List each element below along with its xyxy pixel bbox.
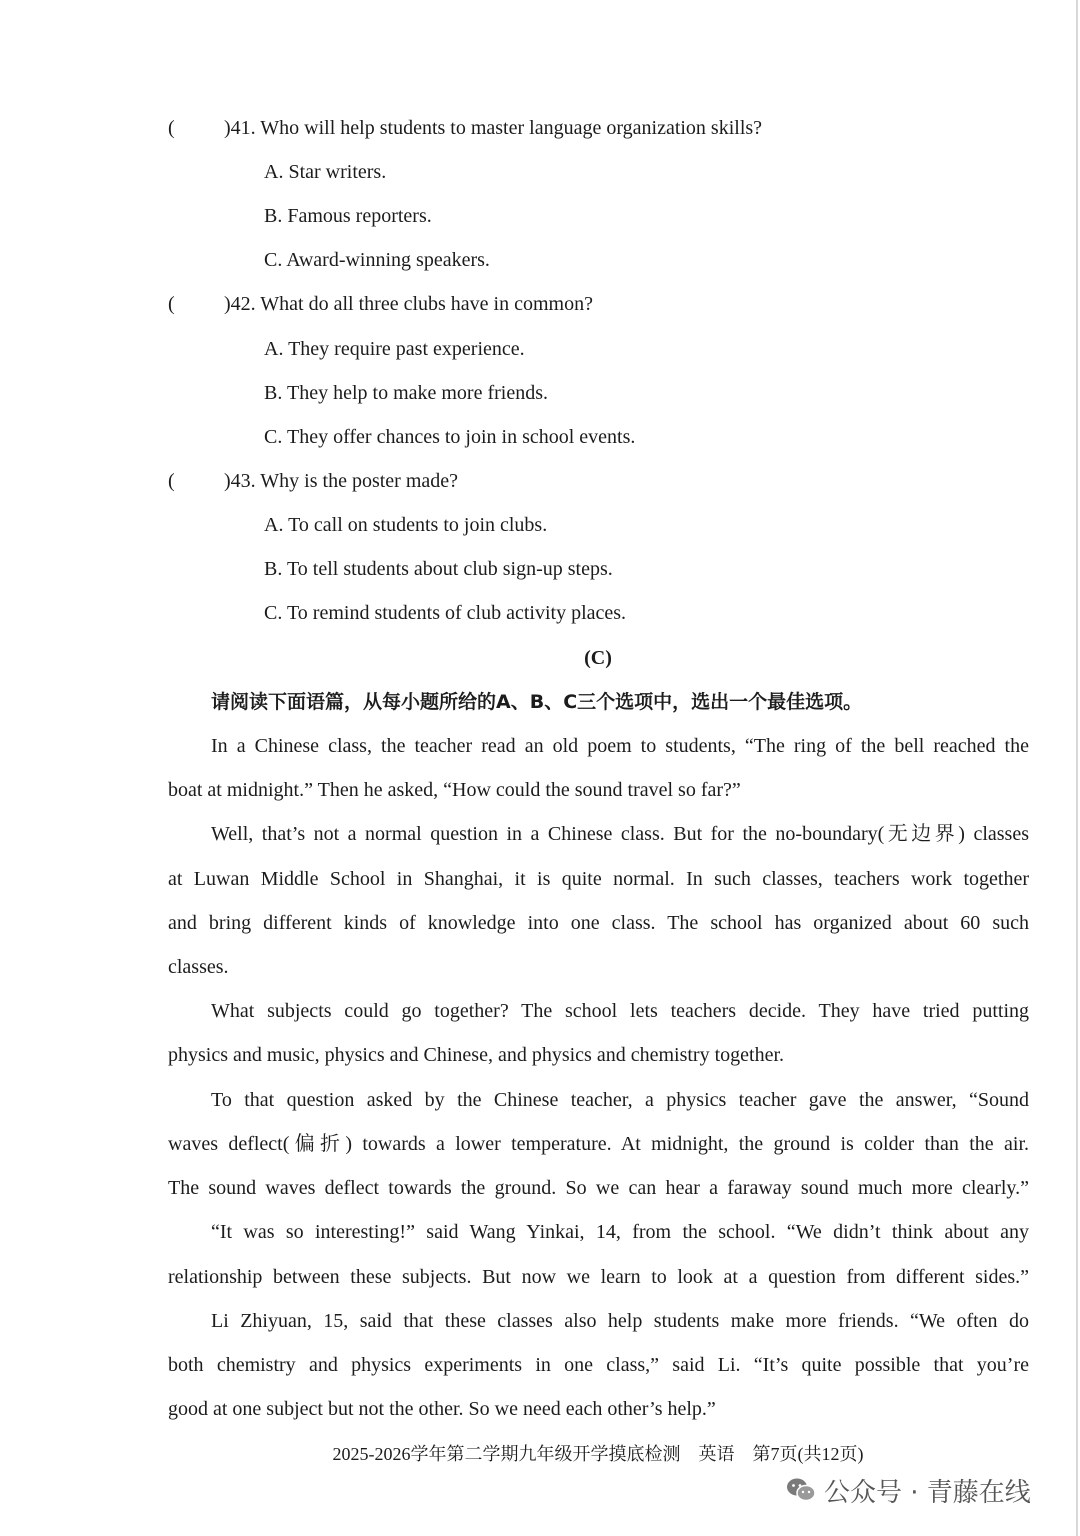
passage-line: physics and music, physics and Chinese, and physics and chemistry together. bbox=[168, 1044, 785, 1066]
question-stem: )41. Who will help students to master language organization skills? bbox=[224, 117, 763, 139]
passage-line: relationship between these subjects. But now we learn to look at a question from different sides.” bbox=[168, 1266, 1029, 1288]
passage-line: boat at midnight.” Then he asked, “How could the sound travel so far?” bbox=[168, 779, 741, 801]
question-41 bbox=[168, 115, 762, 141]
option-43-a: A. To call on students to join clubs. bbox=[264, 514, 548, 536]
answer-blank: ( bbox=[168, 117, 175, 139]
page-edge bbox=[1076, 0, 1078, 1536]
passage-line: The sound waves deflect towards the ground. So we can hear a faraway sound much more clearly.” bbox=[168, 1177, 1029, 1199]
passage-line: Li Zhiyuan, 15, said that these classes also help students make more friends. “We often do bbox=[211, 1310, 1029, 1332]
section-instruction: 请阅读下面语篇，从每小题所给的A、B、C三个选项中，选出一个最佳选项。 bbox=[211, 691, 863, 713]
option-43-c: C. To remind students of club activity places. bbox=[264, 602, 627, 624]
option-41-b: B. Famous reporters. bbox=[264, 205, 432, 227]
passage-line: Well, that’s not a normal question in a Chinese class. But for the no-boundary(无边界) classes bbox=[211, 823, 1029, 845]
option-41-a: A. Star writers. bbox=[264, 161, 387, 183]
passage-line: good at one subject but not the other. So we need each other’s help.” bbox=[168, 1398, 716, 1420]
wechat-icon bbox=[786, 1477, 816, 1503]
passage-line: and bring different kinds of knowledge into one class. The school has organized about 60 such bbox=[168, 912, 1029, 934]
question-stem: )42. What do all three clubs have in common? bbox=[224, 293, 593, 315]
passage-line: In a Chinese class, the teacher read an old poem to students, “The ring of the bell reached the bbox=[211, 735, 1029, 757]
passage-line: “It was so interesting!” said Wang Yinkai, 14, from the school. “We didn’t think about any bbox=[211, 1221, 1029, 1243]
section-label: (C) bbox=[584, 647, 612, 669]
answer-blank: ( bbox=[168, 470, 175, 492]
answer-blank: ( bbox=[168, 293, 175, 315]
passage-line: To that question asked by the Chinese teacher, a physics teacher gave the answer, “Sound bbox=[211, 1089, 1029, 1111]
watermark bbox=[786, 1470, 1031, 1510]
page-footer: 2025-2026学年第二学期九年级开学摸底检测 英语 第7页(共12页) bbox=[332, 1444, 864, 1464]
option-41-c: C. Award-winning speakers. bbox=[264, 249, 490, 271]
option-42-c: C. They offer chances to join in school events. bbox=[264, 426, 636, 448]
option-42-a: A. They require past experience. bbox=[264, 338, 525, 360]
option-42-b: B. They help to make more friends. bbox=[264, 382, 549, 404]
passage-line: at Luwan Middle School in Shanghai, it is quite normal. In such classes, teachers work together bbox=[168, 868, 1029, 890]
question-stem: )43. Why is the poster made? bbox=[224, 470, 459, 492]
passage-line: What subjects could go together? The school lets teachers decide. They have tried putting bbox=[211, 1000, 1029, 1022]
watermark-text: 公众号 · 青藤在线 bbox=[824, 1477, 1031, 1508]
question-43 bbox=[168, 468, 458, 494]
passage-line: both chemistry and physics experiments in one class,” said Li. “It’s quite possible that you’re bbox=[168, 1354, 1029, 1376]
option-43-b: B. To tell students about club sign-up steps. bbox=[264, 558, 613, 580]
passage-line: waves deflect(偏折) towards a lower temperature. At midnight, the ground is colder than the air. bbox=[168, 1133, 1029, 1155]
passage-line: classes. bbox=[168, 956, 229, 978]
question-42 bbox=[168, 291, 593, 317]
